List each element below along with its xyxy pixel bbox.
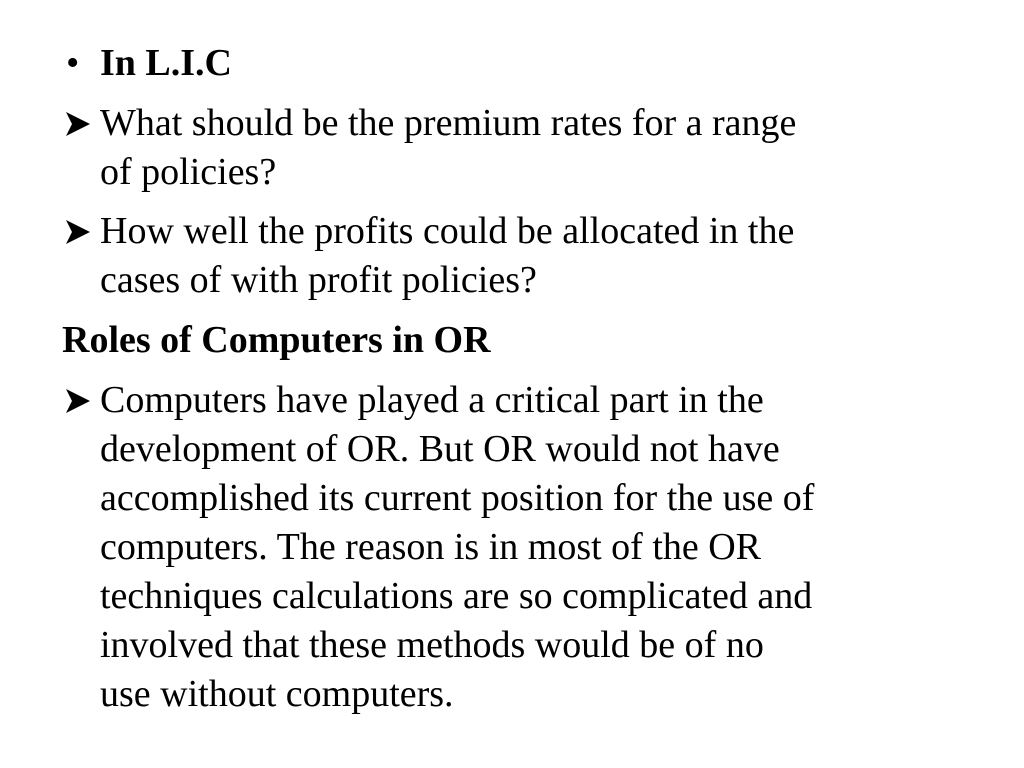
- arrowhead-bullet-icon: [64, 219, 92, 245]
- computers-paragraph-line-4: computers. The reason is in most of the OR: [100, 526, 762, 568]
- arrowhead-bullet-icon: [64, 111, 92, 137]
- premium-question-line-1: What should be the premium rates for a range: [100, 102, 797, 144]
- lic-heading: In L.I.C: [100, 42, 232, 84]
- computers-paragraph-line-7: use without computers.: [100, 673, 454, 715]
- premium-question-line-2: of policies?: [100, 151, 277, 193]
- round-bullet-icon: •: [66, 42, 80, 84]
- section-heading: Roles of Computers in OR: [62, 319, 491, 361]
- computers-paragraph-line-1: Computers have played a critical part in the: [100, 379, 764, 421]
- profits-question-line-2: cases of with profit policies?: [100, 259, 537, 301]
- arrowhead-bullet-icon: [64, 388, 92, 414]
- computers-paragraph-line-2: development of OR. But OR would not have: [100, 428, 780, 470]
- computers-paragraph-line-3: accomplished its current position for the use of: [100, 477, 815, 519]
- computers-paragraph-line-5: techniques calculations are so complicated and: [100, 575, 813, 617]
- profits-question-line-1: How well the profits could be allocated in the: [100, 210, 795, 252]
- computers-paragraph-line-6: involved that these methods would be of no: [100, 624, 764, 666]
